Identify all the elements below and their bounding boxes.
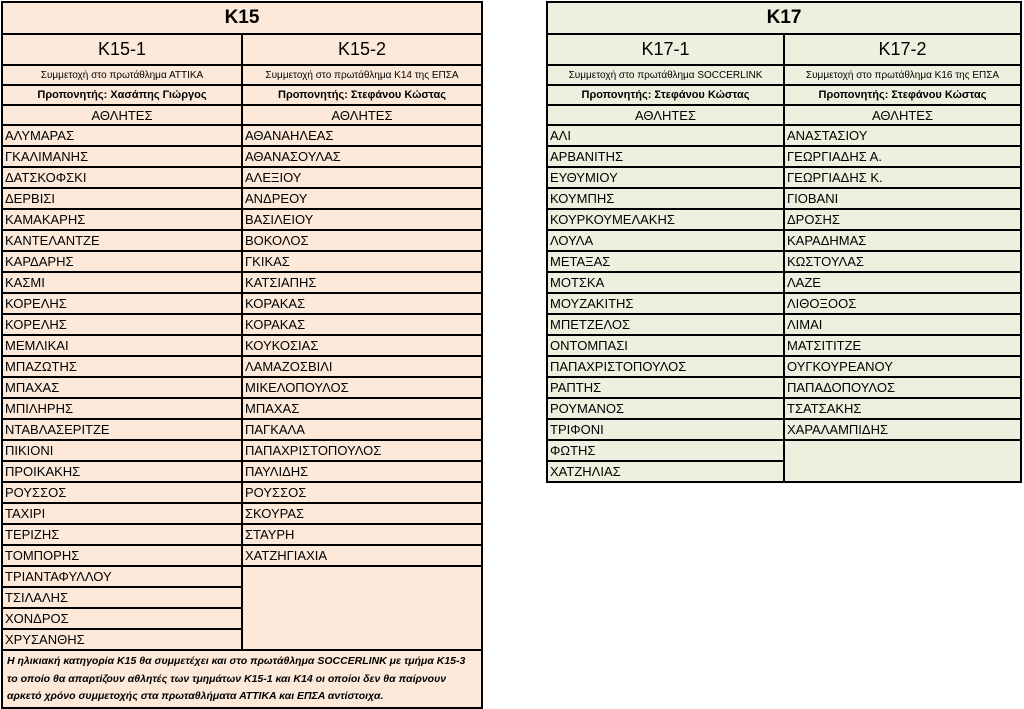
athlete-name: ΠΑΥΛΙΔΗΣ bbox=[242, 461, 482, 482]
athlete-row bbox=[2, 146, 482, 167]
athlete-name: ΛΙΘΟΞΟΟΣ bbox=[784, 293, 1021, 314]
athlete-name: ΑΛΕΞΙΟΥ bbox=[242, 167, 482, 188]
athlete-name: ΜΙΚΕΛΟΠΟΥΛΟΣ bbox=[242, 377, 482, 398]
athlete-name: ΚΟΥΡΚΟΥΜΕΛΑΚΗΣ bbox=[547, 209, 784, 230]
athlete-name: ΓΚΑΛΙΜΑΝΗΣ bbox=[2, 146, 242, 167]
k15-2-athletes-header: ΑΘΛΗΤΕΣ bbox=[242, 105, 482, 125]
athlete-name: ΚΟΡΕΛΗΣ bbox=[2, 314, 242, 335]
athlete-row bbox=[547, 146, 1021, 167]
athlete-name: ΜΠΕΤΖΕΛΟΣ bbox=[547, 314, 784, 335]
athlete-name: ΧΑΡΑΛΑΜΠΙΔΗΣ bbox=[784, 419, 1021, 440]
athlete-row bbox=[547, 314, 1021, 335]
k15-2-coach: Προπονητής: Στεφάνου Κώστας bbox=[242, 85, 482, 105]
athlete-name: ΡΟΥΣΣΟΣ bbox=[2, 482, 242, 503]
empty-cell bbox=[784, 440, 1021, 482]
athlete-name: ΠΑΓΚΑΛΑ bbox=[242, 419, 482, 440]
athlete-name: ΚΩΣΤΟΥΛΑΣ bbox=[784, 251, 1021, 272]
athlete-row bbox=[2, 314, 482, 335]
athlete-name: ΦΩΤΗΣ bbox=[547, 440, 784, 461]
athlete-row bbox=[2, 167, 482, 188]
athlete-name: ΚΑΡΔΑΡΗΣ bbox=[2, 251, 242, 272]
k17-2-team-name: Κ17-2 bbox=[784, 34, 1021, 65]
athlete-name: ΜΟΥΖΑΚΙΤΗΣ bbox=[547, 293, 784, 314]
athlete-row bbox=[547, 251, 1021, 272]
k15-1-athletes-header: ΑΘΛΗΤΕΣ bbox=[2, 105, 242, 125]
athlete-name: ΣΚΟΥΡΑΣ bbox=[242, 503, 482, 524]
athlete-name: ΒΟΚΟΛΟΣ bbox=[242, 230, 482, 251]
athlete-name: ΚΟΡΑΚΑΣ bbox=[242, 293, 482, 314]
athlete-name: ΚΑΡΑΔΗΜΑΣ bbox=[784, 230, 1021, 251]
athlete-row bbox=[2, 188, 482, 209]
k15-roster-table bbox=[1, 1, 483, 709]
athlete-row bbox=[2, 293, 482, 314]
athlete-row bbox=[2, 503, 482, 524]
k15-1-team-name: Κ15-1 bbox=[2, 34, 242, 65]
athlete-name: ΚΟΥΜΠΗΣ bbox=[547, 188, 784, 209]
athlete-name: ΓΕΩΡΓΙΑΔΗΣ Α. bbox=[784, 146, 1021, 167]
athlete-name: ΡΑΠΤΗΣ bbox=[547, 377, 784, 398]
athlete-name: ΠΑΠΑΧΡΙΣΤΟΠΟΥΛΟΣ bbox=[547, 356, 784, 377]
athlete-name: ΤΣΑΤΣΑΚΗΣ bbox=[784, 398, 1021, 419]
k15-1-coach: Προπονητής: Χασάπης Γιώργος bbox=[2, 85, 242, 105]
k17-roster-table bbox=[546, 1, 1022, 483]
k15-2-team-name: Κ15-2 bbox=[242, 34, 482, 65]
k15-1-league: Συμμετοχή στο πρωτάθλημα ΑΤΤΙΚΑ bbox=[2, 65, 242, 85]
athlete-name: ΤΡΙΑΝΤΑΦΥΛΛΟΥ bbox=[2, 566, 242, 587]
k15-2-league: Συμμετοχή στο πρωτάθλημα Κ14 της ΕΠΣΑ bbox=[242, 65, 482, 85]
k17-2-athletes-header: ΑΘΛΗΤΕΣ bbox=[784, 105, 1021, 125]
athlete-name: ΜΠΑΧΑΣ bbox=[242, 398, 482, 419]
athlete-row bbox=[547, 167, 1021, 188]
athlete-row bbox=[2, 377, 482, 398]
athlete-name: ΧΡΥΣΑΝΘΗΣ bbox=[2, 629, 242, 650]
athlete-name: ΧΟΝΔΡΟΣ bbox=[2, 608, 242, 629]
k17-2-coach: Προπονητής: Στεφάνου Κώστας bbox=[784, 85, 1021, 105]
k15-title: Κ15 bbox=[2, 2, 482, 34]
empty-cell bbox=[242, 566, 482, 650]
athlete-row bbox=[2, 398, 482, 419]
athlete-name: ΠΑΠΑΔΟΠΟΥΛΟΣ bbox=[784, 377, 1021, 398]
athlete-name: ΑΛΙ bbox=[547, 125, 784, 146]
athlete-row bbox=[547, 272, 1021, 293]
athlete-row bbox=[2, 482, 482, 503]
athlete-row bbox=[2, 251, 482, 272]
athlete-name: ΤΑΧΙΡΙ bbox=[2, 503, 242, 524]
athlete-row bbox=[547, 209, 1021, 230]
athlete-name: ΝΤΑΒΛΑΣΕΡΙΤΖΕ bbox=[2, 419, 242, 440]
athlete-name: ΜΕΤΑΞΑΣ bbox=[547, 251, 784, 272]
athlete-name: ΚΑΝΤΕΛΑΝΤΖΕ bbox=[2, 230, 242, 251]
athlete-row bbox=[547, 230, 1021, 251]
athlete-name: ΡΟΥΣΣΟΣ bbox=[242, 482, 482, 503]
athlete-name: ΠΙΚΙΟΝΙ bbox=[2, 440, 242, 461]
athlete-row bbox=[2, 230, 482, 251]
k15-note: Η ηλικιακή κατηγορία Κ15 θα συμμετέχει και στο πρωτάθλημα SOCCERLINK με τμήμα Κ15-3 το οποίο θα απαρτίζουν αθλητές των τμημάτων Κ15-1 και Κ14 οι οποίοι δεν θα παίρνουν αρκετό χρόνο συμμετοχής στα πρωταθλήματα ΑΤΤΙΚΑ και ΕΠΣΑ αντίστοιχα. bbox=[2, 650, 482, 708]
athlete-name: ΜΑΤΣΙΤΙΤΖΕ bbox=[784, 335, 1021, 356]
athlete-name: ΛΟΥΛΑ bbox=[547, 230, 784, 251]
athlete-name: ΑΡΒΑΝΙΤΗΣ bbox=[547, 146, 784, 167]
athlete-name: ΔΡΟΣΗΣ bbox=[784, 209, 1021, 230]
athlete-row bbox=[2, 125, 482, 146]
k17-2-league: Συμμετοχή στο πρωτάθλημα Κ16 της ΕΠΣΑ bbox=[784, 65, 1021, 85]
athlete-row bbox=[2, 566, 482, 587]
athlete-name: ΟΥΓΚΟΥΡΕΑΝΟΥ bbox=[784, 356, 1021, 377]
athlete-name: ΧΑΤΖΗΓΙΑΧΙΑ bbox=[242, 545, 482, 566]
athlete-row bbox=[2, 440, 482, 461]
athlete-name: ΜΠΙΛΗΡΗΣ bbox=[2, 398, 242, 419]
athlete-name: ΔΕΡΒΙΣΙ bbox=[2, 188, 242, 209]
athlete-name: ΚΟΡΕΛΗΣ bbox=[2, 293, 242, 314]
athlete-name: ΤΡΙΦΟΝΙ bbox=[547, 419, 784, 440]
athlete-row bbox=[547, 419, 1021, 440]
k17-title: Κ17 bbox=[547, 2, 1021, 34]
athlete-name: ΓΚΙΚΑΣ bbox=[242, 251, 482, 272]
k17-1-team-name: Κ17-1 bbox=[547, 34, 784, 65]
athlete-name: ΜΟΤΣΚΑ bbox=[547, 272, 784, 293]
athlete-row bbox=[2, 356, 482, 377]
athlete-row bbox=[547, 293, 1021, 314]
athlete-row bbox=[2, 335, 482, 356]
athlete-name: ΑΝΑΣΤΑΣΙΟΥ bbox=[784, 125, 1021, 146]
athlete-name: ΓΙΟΒΑΝΙ bbox=[784, 188, 1021, 209]
athlete-name: ΑΘΑΝΑΗΛΕΑΣ bbox=[242, 125, 482, 146]
athlete-row bbox=[547, 398, 1021, 419]
athlete-name: ΤΕΡΙΖΗΣ bbox=[2, 524, 242, 545]
athlete-row bbox=[547, 440, 1021, 461]
athlete-name: ΔΑΤΣΚΟΦΣΚΙ bbox=[2, 167, 242, 188]
athlete-name: ΜΠΑΧΑΣ bbox=[2, 377, 242, 398]
athlete-row bbox=[2, 524, 482, 545]
athlete-row bbox=[547, 335, 1021, 356]
athlete-name: ΒΑΣΙΛΕΙΟΥ bbox=[242, 209, 482, 230]
athlete-name: ΟΝΤΟΜΠΑΣΙ bbox=[547, 335, 784, 356]
athlete-name: ΤΟΜΠΟΡΗΣ bbox=[2, 545, 242, 566]
athlete-name: ΛΑΖΕ bbox=[784, 272, 1021, 293]
athlete-row bbox=[2, 419, 482, 440]
athlete-name: ΠΑΠΑΧΡΙΣΤΟΠΟΥΛΟΣ bbox=[242, 440, 482, 461]
athlete-name: ΚΟΥΚΟΣΙΑΣ bbox=[242, 335, 482, 356]
athlete-row bbox=[2, 272, 482, 293]
athlete-name: ΚΑΤΣΙΑΠΗΣ bbox=[242, 272, 482, 293]
athlete-name: ΧΑΤΖΗΛΙΑΣ bbox=[547, 461, 784, 482]
athlete-row bbox=[547, 125, 1021, 146]
athlete-name: ΑΛΥΜΑΡΑΣ bbox=[2, 125, 242, 146]
athlete-name: ΚΑΜΑΚΑΡΗΣ bbox=[2, 209, 242, 230]
athlete-name: ΠΡΟΙΚΑΚΗΣ bbox=[2, 461, 242, 482]
athlete-name: ΜΕΜΛΙΚΑΙ bbox=[2, 335, 242, 356]
athlete-row bbox=[547, 356, 1021, 377]
athlete-name: ΡΟΥΜΑΝΟΣ bbox=[547, 398, 784, 419]
k17-1-athletes-header: ΑΘΛΗΤΕΣ bbox=[547, 105, 784, 125]
athlete-row bbox=[2, 545, 482, 566]
athlete-row bbox=[547, 377, 1021, 398]
athlete-name: ΑΝΔΡΕΟΥ bbox=[242, 188, 482, 209]
athlete-row bbox=[2, 461, 482, 482]
athlete-row bbox=[547, 188, 1021, 209]
athlete-name: ΛΑΜΑΖΟΣΒΙΛΙ bbox=[242, 356, 482, 377]
athlete-name: ΜΠΑΖΩΤΗΣ bbox=[2, 356, 242, 377]
k17-1-league: Συμμετοχή στο πρωτάθλημα SOCCERLINK bbox=[547, 65, 784, 85]
k17-1-coach: Προπονητής: Στεφάνου Κώστας bbox=[547, 85, 784, 105]
athlete-name: ΑΘΑΝΑΣΟΥΛΑΣ bbox=[242, 146, 482, 167]
athlete-name: ΤΣΙΛΑΛΗΣ bbox=[2, 587, 242, 608]
athlete-row bbox=[2, 209, 482, 230]
athlete-name: ΕΥΘΥΜΙΟΥ bbox=[547, 167, 784, 188]
athlete-name: ΚΟΡΑΚΑΣ bbox=[242, 314, 482, 335]
athlete-name: ΣΤΑΥΡΗ bbox=[242, 524, 482, 545]
athlete-name: ΛΙΜΑΙ bbox=[784, 314, 1021, 335]
athlete-name: ΓΕΩΡΓΙΑΔΗΣ Κ. bbox=[784, 167, 1021, 188]
athlete-name: ΚΑΣΜΙ bbox=[2, 272, 242, 293]
